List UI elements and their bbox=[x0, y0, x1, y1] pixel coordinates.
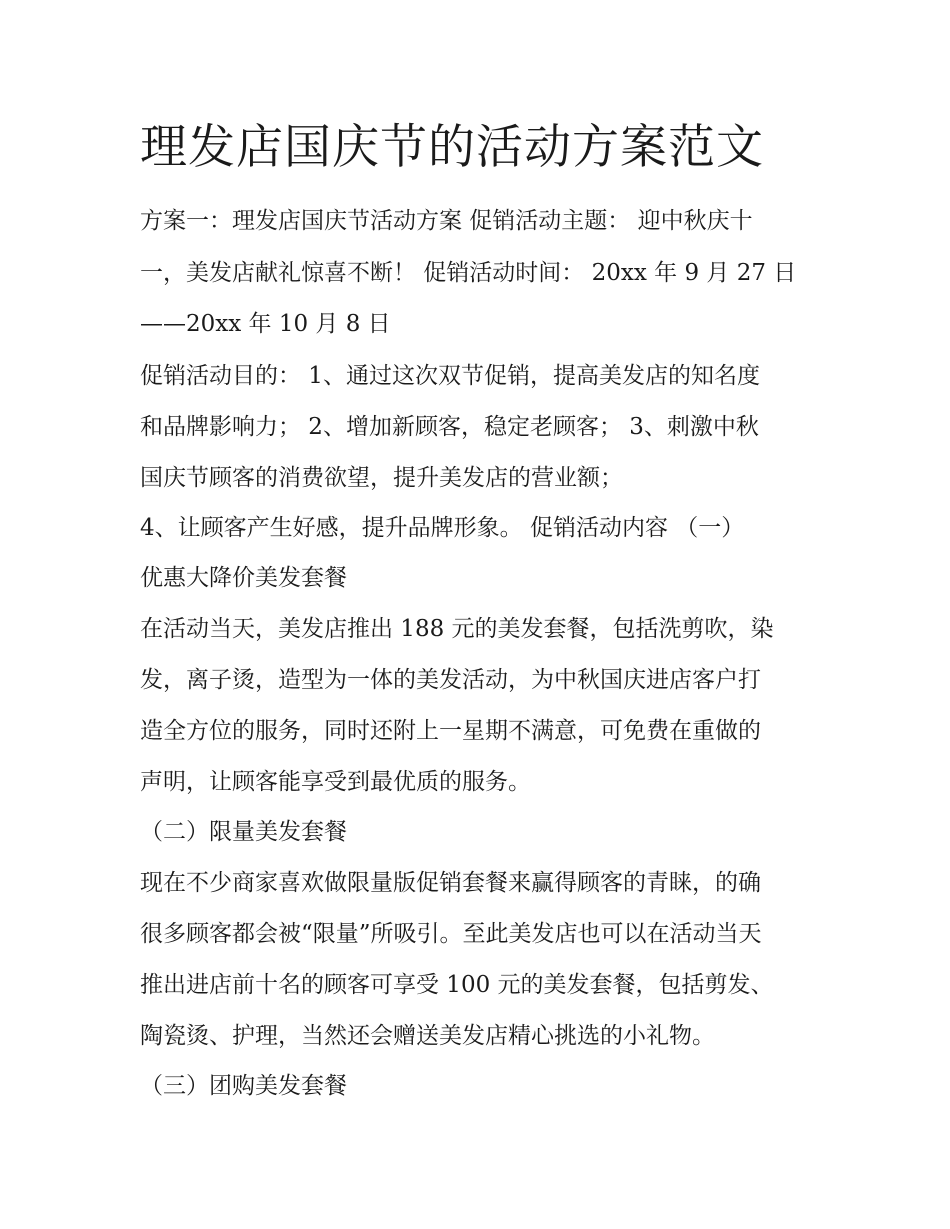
body-line: 陶瓷烫、护理，当然还会赠送美发店精心挑选的小礼物。 bbox=[140, 1023, 715, 1049]
body-line: 在活动当天，美发店推出 188 元的美发套餐，包括洗剪吹，染 bbox=[140, 616, 774, 642]
body-line: 4、让顾客产生好感，提升品牌形象。 促销活动内容 （一） bbox=[140, 515, 745, 541]
subheading: （三）团购美发套餐 bbox=[140, 1073, 347, 1099]
subheading: （二）限量美发套餐 bbox=[140, 819, 347, 845]
body-line: 促销活动目的： 1、通过这次双节促销，提高美发店的知名度 bbox=[140, 363, 760, 389]
body-line: ——20xx 年 10 月 8 日 bbox=[140, 311, 391, 337]
body-line: 推出进店前十名的顾客可享受 100 元的美发套餐，包括剪发、 bbox=[140, 972, 774, 998]
body-line: 造全方位的服务，同时还附上一星期不满意，可免费在重做的 bbox=[140, 718, 761, 744]
document-title: 理发店国庆节的活动方案范文 bbox=[140, 120, 764, 175]
subheading: 优惠大降价美发套餐 bbox=[140, 565, 347, 591]
body-line: 国庆节顾客的消费欲望，提升美发店的营业额； bbox=[140, 465, 623, 491]
body-line: 很多顾客都会被“限量”所吸引。至此美发店也可以在活动当天 bbox=[140, 921, 762, 947]
body-line: 一，美发店献礼惊喜不断！ 促销活动时间： 20xx 年 9 月 27 日 bbox=[140, 260, 797, 286]
body-line: 发，离子烫，造型为一体的美发活动，为中秋国庆进店客户打 bbox=[140, 667, 761, 693]
body-line: 现在不少商家喜欢做限量版促销套餐来赢得顾客的青睐，的确 bbox=[140, 870, 761, 896]
body-line: 声明，让顾客能享受到最优质的服务。 bbox=[140, 769, 531, 795]
body-line: 和品牌影响力； 2、增加新顾客，稳定老顾客； 3、刺激中秋 bbox=[140, 414, 759, 440]
body-line: 方案一：理发店国庆节活动方案 促销活动主题： 迎中秋庆十 bbox=[140, 208, 753, 234]
